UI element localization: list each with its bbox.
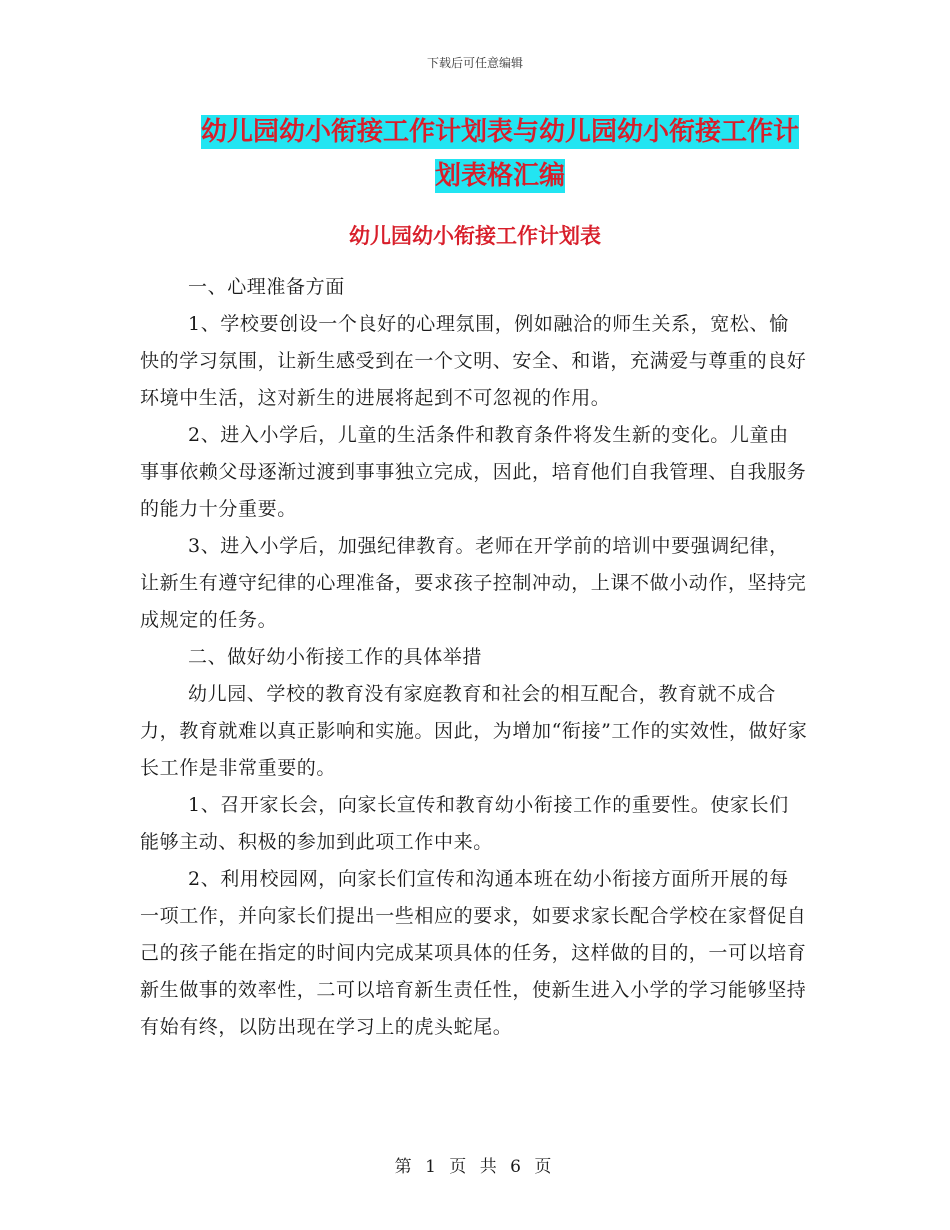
document-title-line-1: 幼儿园幼小衔接工作计划表与幼儿园幼小衔接工作计 — [200, 117, 799, 147]
document-title-line-2: 划表格汇编 — [434, 161, 565, 191]
page-number: 第 1 页 共 6 页 — [394, 1157, 556, 1177]
paragraph: 幼儿园、学校的教育没有家庭教育和社会的相互配合，教育就不成合力，教育就难以真正影响和实施。因此，为增加“衔接”工作的实效性，做好家长工作是非常重要的。 — [140, 683, 808, 779]
paragraph: 1、学校要创设一个良好的心理氛围，例如融洽的师生关系，宽松、愉快的学习氛围，让新生感受到在一个文明、安全、和谐，充满爱与尊重的良好环境中生活，这对新生的进展将起到不可忽视的作用。 — [140, 313, 807, 409]
paragraph: 1、召开家长会，向家长宣传和教育幼小衔接工作的重要性。使家长们能够主动、积极的参加到此项工作中来。 — [140, 794, 789, 853]
document-body — [140, 269, 808, 1046]
heading-psychological-preparation: 一、心理准备方面 — [188, 276, 345, 298]
paragraph: 3、进入小学后，加强纪律教育。老师在开学前的培训中要强调纪律，让新生有遵守纪律的心理准备，要求孩子控制冲动，上课不做小动作，坚持完成规定的任务。 — [140, 535, 807, 631]
paragraph: 2、进入小学后，儿童的生活条件和教育条件将发生新的变化。儿童由事事依赖父母逐渐过渡到事事独立完成，因此，培育他们自我管理、自我服务的能力十分重要。 — [140, 424, 807, 520]
document-title — [140, 110, 860, 198]
header-note: 下载后可任意编辑 — [426, 56, 523, 70]
heading-specific-measures: 二、做好幼小衔接工作的具体举措 — [188, 646, 483, 668]
paragraph: 2、利用校园网，向家长们宣传和沟通本班在幼小衔接方面所开展的每一项工作，并向家长们提出一些相应的要求，如要求家长配合学校在家督促自己的孩子能在指定的时间内完成某项具体的任务，这样做的目的，一可以培育新生做事的效率性，二可以培育新生责任性，使新生进入小学的学习能够坚持有始有终，以防出现在学习上的虎头蛇尾。 — [140, 868, 807, 1038]
section-title: 幼儿园幼小衔接工作计划表 — [349, 224, 601, 248]
